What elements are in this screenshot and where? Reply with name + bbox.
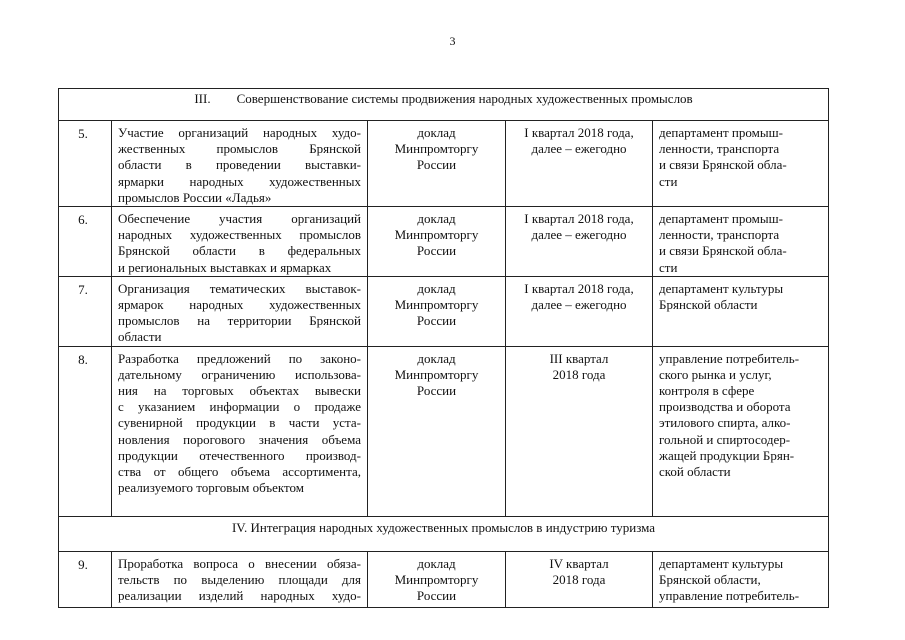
table-row bbox=[59, 276, 829, 346]
table-row bbox=[59, 551, 829, 607]
section-header-row bbox=[59, 516, 829, 551]
table-row bbox=[59, 346, 829, 516]
section-header-row bbox=[59, 89, 829, 121]
report-cell: доклад Минпромторгу России bbox=[368, 207, 506, 277]
deadline-cell: I квартал 2018 года, далее – ежегодно bbox=[506, 207, 653, 277]
deadline-cell: III квартал 2018 года bbox=[506, 346, 653, 516]
responsible-cell: департамент промыш- ленности, транспорта и связи Брянской обла- сти bbox=[653, 207, 829, 277]
deadline-cell: IV квартал 2018 года bbox=[506, 551, 653, 607]
row-number: 6. bbox=[59, 207, 112, 277]
report-cell: доклад Минпромторгу России bbox=[368, 276, 506, 346]
responsible-cell: департамент промыш- ленности, транспорта и связи Брянской обла- сти bbox=[653, 121, 829, 207]
deadline-cell: I квартал 2018 года, далее – ежегодно bbox=[506, 276, 653, 346]
deadline-cell: I квартал 2018 года, далее – ежегодно bbox=[506, 121, 653, 207]
row-number: 5. bbox=[59, 121, 112, 207]
responsible-cell: департамент культуры Брянской области, управление потребитель- bbox=[653, 551, 829, 607]
report-cell: доклад Минпромторгу России bbox=[368, 346, 506, 516]
section-title: III. Совершенствование системы продвижения народных художественных промыслов bbox=[59, 89, 829, 121]
task-cell: Разработка предложений по законо- дательному ограничению использова- ния на торговых объектах вывески с указанием информации о продаже сувенирной продукции в части уста- новления порогового значения объема продукции отечественного производ- ства от общего объема ассортимента, реализуемого торговым объектом bbox=[112, 346, 368, 516]
task-cell: Участие организаций народных худо- жественных промыслов Брянской области в проведении выставки- ярмарки народных художественных промыслов России «Ладья» bbox=[112, 121, 368, 207]
task-cell: Организация тематических выставок- ярмарок народных художественных промыслов на территории Брянской области bbox=[112, 276, 368, 346]
row-number: 9. bbox=[59, 551, 112, 607]
table-row bbox=[59, 207, 829, 277]
report-cell: доклад Минпромторгу России bbox=[368, 551, 506, 607]
section-title: IV. Интеграция народных художественных промыслов в индустрию туризма bbox=[59, 516, 829, 551]
measures-table bbox=[58, 88, 829, 608]
responsible-cell: управление потребитель- ского рынка и услуг, контроля в сфере производства и оборота этилового спирта, алко- гольной и спиртосодер- жащей продукции Брян- ской области bbox=[653, 346, 829, 516]
row-number: 8. bbox=[59, 346, 112, 516]
report-cell: доклад Минпромторгу России bbox=[368, 121, 506, 207]
page-number: 3 bbox=[449, 34, 456, 48]
table-row bbox=[59, 121, 829, 207]
task-cell: Обеспечение участия организаций народных художественных промыслов Брянской области в федеральных и региональных выставках и ярмарках bbox=[112, 207, 368, 277]
task-cell: Проработка вопроса о внесении обяза- тельств по выделению площади для реализации изделий народных худо- bbox=[112, 551, 368, 607]
row-number: 7. bbox=[59, 276, 112, 346]
responsible-cell: департамент культуры Брянской области bbox=[653, 276, 829, 346]
